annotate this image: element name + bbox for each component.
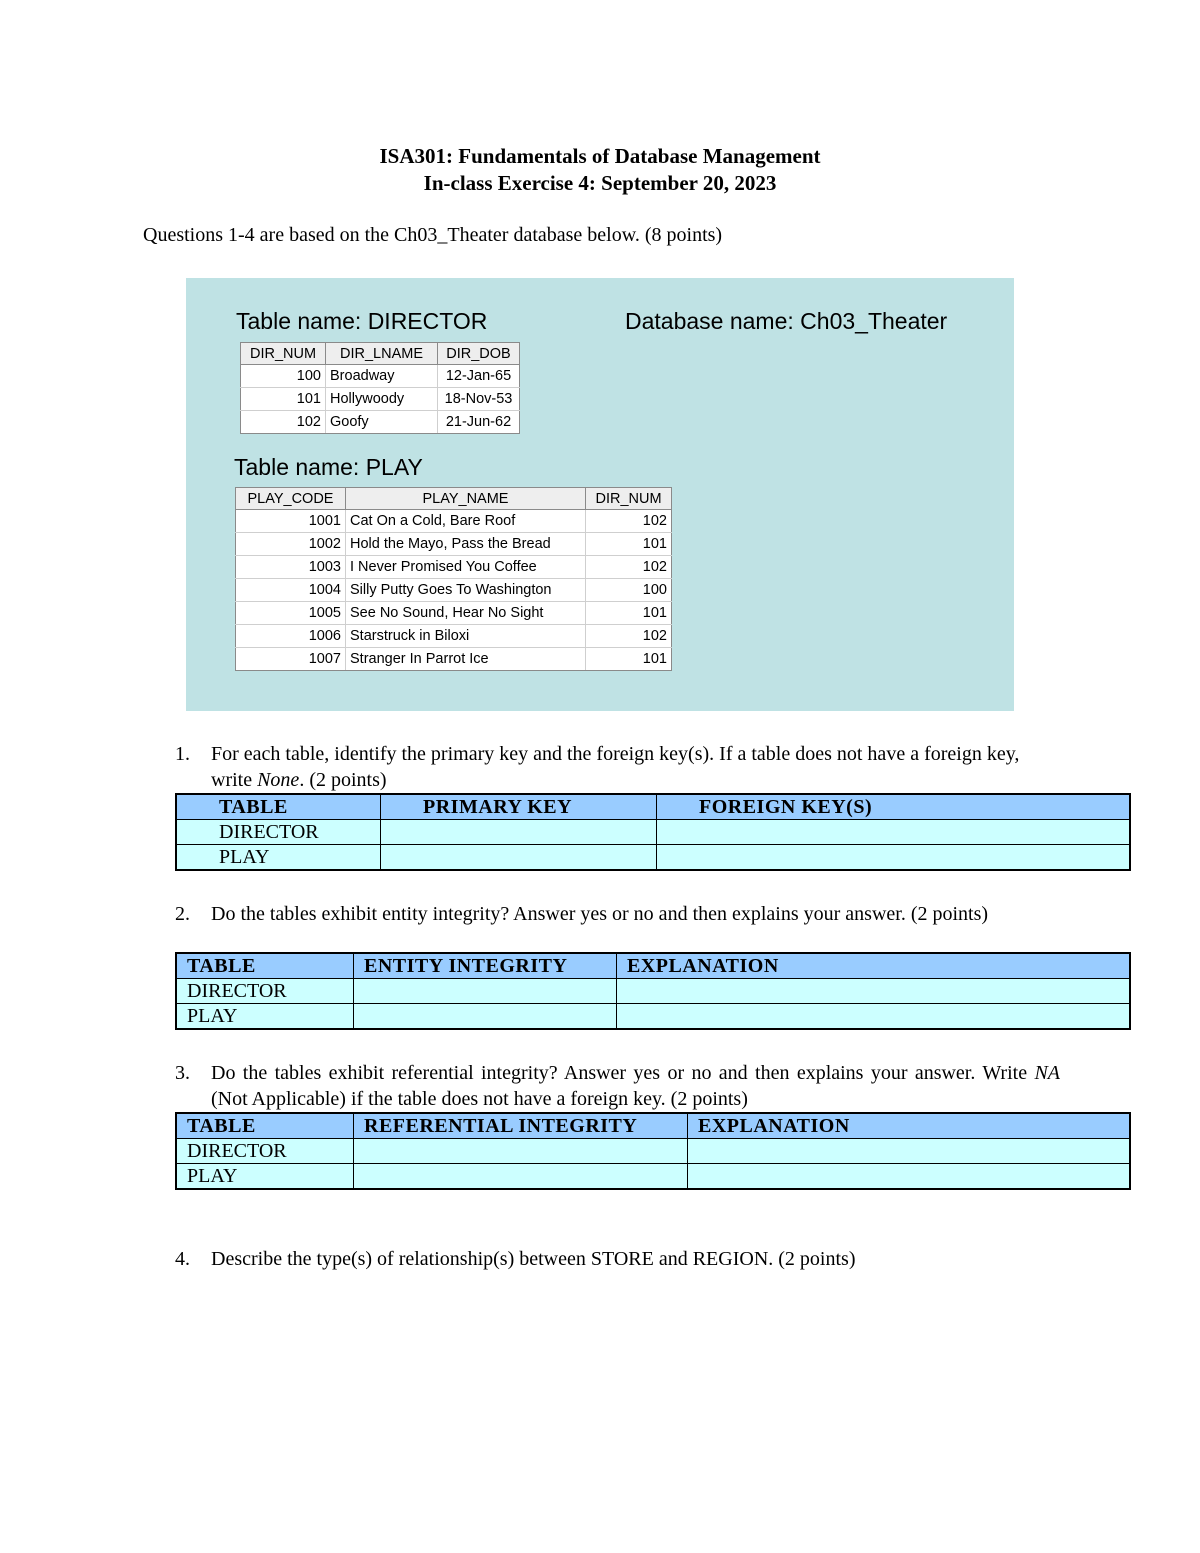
cell: 100 (241, 365, 326, 388)
answer-header: EXPLANATION (617, 953, 1131, 979)
table-row (236, 579, 672, 602)
table-row (176, 1139, 1130, 1164)
answer-cell[interactable] (657, 845, 1131, 871)
cell: Stranger In Parrot Ice (346, 648, 586, 671)
cell: Cat On a Cold, Bare Roof (346, 510, 586, 533)
table-row (236, 533, 672, 556)
question-number: 3. (175, 1062, 190, 1084)
table-row (176, 1004, 1130, 1030)
answer-cell[interactable] (381, 820, 657, 845)
row-label: DIRECTOR (176, 1139, 354, 1164)
table-row (236, 510, 672, 533)
answer-cell[interactable] (354, 1004, 617, 1030)
cell: See No Sound, Hear No Sight (346, 602, 586, 625)
table-row (241, 411, 520, 434)
question-number: 2. (175, 903, 190, 925)
cell: Silly Putty Goes To Washington (346, 579, 586, 602)
question-3 (175, 1060, 1060, 1112)
intro-text: Questions 1-4 are based on the Ch03_Theater database below. (8 points) (143, 224, 723, 246)
table-row (241, 365, 520, 388)
cell: 1002 (236, 533, 346, 556)
answer-header: REFERENTIAL INTEGRITY (354, 1113, 688, 1139)
answer-table-3 (175, 1112, 1131, 1190)
cell: 1003 (236, 556, 346, 579)
question-4 (175, 1246, 1060, 1272)
database-figure (186, 278, 1014, 711)
row-label: DIRECTOR (176, 820, 381, 845)
play-table-name: Table name: PLAY (234, 454, 423, 480)
answer-header: TABLE (176, 1113, 354, 1139)
table-row (241, 388, 520, 411)
cell: 1007 (236, 648, 346, 671)
answer-cell[interactable] (381, 845, 657, 871)
table-row (176, 845, 1130, 871)
cell: Goofy (326, 411, 438, 434)
column-header: DIR_NUM (241, 343, 326, 365)
row-label: DIRECTOR (176, 979, 354, 1004)
question-text: For each table, identify the primary key and the foreign key(s). If a table does not have a foreign key, write None. (2 points) (211, 743, 1020, 791)
row-label: PLAY (176, 1164, 354, 1190)
cell: 1004 (236, 579, 346, 602)
answer-cell[interactable] (657, 820, 1131, 845)
table-row (236, 648, 672, 671)
row-label: PLAY (176, 845, 381, 871)
answer-table-1 (175, 793, 1131, 871)
cell: 100 (586, 579, 672, 602)
answer-header: EXPLANATION (688, 1113, 1131, 1139)
cell: 101 (586, 602, 672, 625)
director-table (240, 342, 520, 434)
answer-header: ENTITY INTEGRITY (354, 953, 617, 979)
question-2 (175, 901, 1060, 927)
cell: Starstruck in Biloxi (346, 625, 586, 648)
table-row (236, 625, 672, 648)
cell: 102 (586, 510, 672, 533)
answer-cell[interactable] (354, 1139, 688, 1164)
cell: I Never Promised You Coffee (346, 556, 586, 579)
question-number: 4. (175, 1248, 190, 1270)
cell: Hollywoody (326, 388, 438, 411)
cell: 21-Jun-62 (438, 411, 520, 434)
question-1 (175, 741, 1060, 793)
answer-cell[interactable] (617, 979, 1131, 1004)
cell: Broadway (326, 365, 438, 388)
answer-cell[interactable] (688, 1139, 1131, 1164)
cell: 101 (586, 648, 672, 671)
table-row (236, 602, 672, 625)
answer-header: FOREIGN KEY(S) (657, 794, 1131, 820)
cell: 18-Nov-53 (438, 388, 520, 411)
database-name: Database name: Ch03_Theater (625, 308, 948, 334)
column-header: DIR_DOB (438, 343, 520, 365)
answer-cell[interactable] (354, 979, 617, 1004)
table-row (176, 820, 1130, 845)
answer-cell[interactable] (354, 1164, 688, 1190)
question-text: Describe the type(s) of relationship(s) between STORE and REGION. (2 points) (211, 1248, 856, 1270)
cell: 101 (241, 388, 326, 411)
director-table-name: Table name: DIRECTOR (236, 308, 488, 334)
cell: 102 (241, 411, 326, 434)
column-header: DIR_NUM (586, 488, 672, 510)
row-label: PLAY (176, 1004, 354, 1030)
answer-header: TABLE (176, 794, 381, 820)
question-text: Do the tables exhibit referential integrity? Answer yes or no and then explains your answer. Write NA (Not Applicable) if the table does not have a foreign key. (2 points) (211, 1062, 1060, 1110)
cell: 102 (586, 625, 672, 648)
cell: Hold the Mayo, Pass the Bread (346, 533, 586, 556)
cell: 102 (586, 556, 672, 579)
answer-cell[interactable] (617, 1004, 1131, 1030)
answer-header: TABLE (176, 953, 354, 979)
cell: 1006 (236, 625, 346, 648)
play-table (235, 487, 672, 671)
column-header: DIR_LNAME (326, 343, 438, 365)
cell: 12-Jan-65 (438, 365, 520, 388)
answer-cell[interactable] (688, 1164, 1131, 1190)
document-title: ISA301: Fundamentals of Database Management (379, 144, 821, 168)
cell: 1005 (236, 602, 346, 625)
table-row (176, 1164, 1130, 1190)
question-text: Do the tables exhibit entity integrity? Answer yes or no and then explains your answer. (2 points) (211, 903, 989, 925)
table-row (176, 979, 1130, 1004)
column-header: PLAY_NAME (346, 488, 586, 510)
column-header: PLAY_CODE (236, 488, 346, 510)
answer-header: PRIMARY KEY (381, 794, 657, 820)
document-subtitle: In-class Exercise 4: September 20, 2023 (423, 171, 777, 195)
cell: 1001 (236, 510, 346, 533)
answer-table-2 (175, 952, 1131, 1030)
table-row (236, 556, 672, 579)
question-number: 1. (175, 743, 190, 765)
cell: 101 (586, 533, 672, 556)
